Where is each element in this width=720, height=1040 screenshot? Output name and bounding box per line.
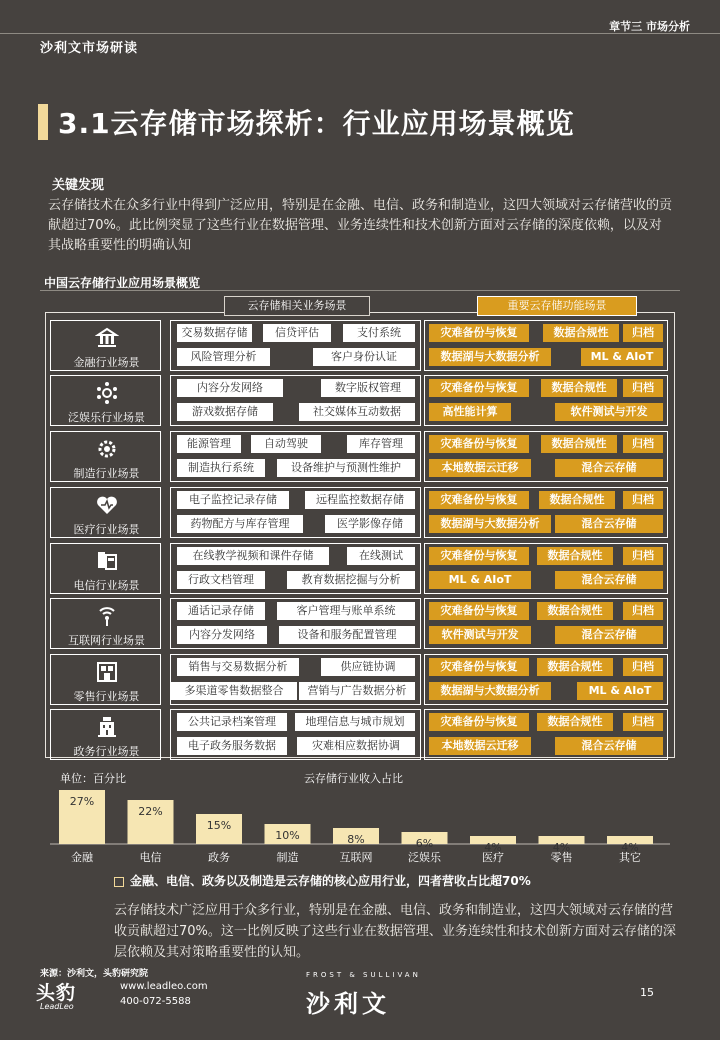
function-scenarios-cell (424, 375, 668, 426)
function-tag: 灾难备份与恢复 (429, 602, 529, 620)
function-scenarios-cell (424, 543, 668, 594)
function-tag: 软件测试与开发 (555, 403, 663, 421)
industry-cell (50, 320, 161, 371)
scenario-tag: 电子政务服务数据 (177, 737, 287, 755)
page-number: 15 (640, 986, 654, 999)
revenue-share-chart (40, 786, 680, 872)
scenario-tag: 在线测试 (347, 547, 415, 565)
category-label: 制造 (276, 851, 299, 864)
function-tag: 归档 (623, 379, 663, 397)
bar-value-label: 4% (621, 841, 639, 854)
phone-stack-icon (95, 549, 119, 573)
function-scenarios-cell (424, 487, 668, 538)
phone-number: 400-072-5588 (120, 996, 191, 1007)
function-scenarios-cell (424, 709, 668, 760)
scenario-tag: 内容分发网络 (177, 626, 267, 644)
scenario-tag: 药物配方与库存管理 (177, 515, 303, 533)
function-tag: 归档 (623, 435, 663, 453)
key-findings-title: 关键发现 (52, 178, 105, 193)
function-tag: 灾难备份与恢复 (429, 435, 529, 453)
gear-icon (95, 437, 119, 461)
scenario-tag: 营销与广告数据分析 (299, 682, 415, 700)
scenario-tag: 医学影像存储 (325, 515, 415, 533)
scenario-tag: 在线教学视频和课件存储 (177, 547, 329, 565)
store-icon (95, 660, 119, 684)
category-label: 零售 (550, 851, 573, 864)
category-label: 医疗 (482, 851, 504, 864)
function-tag: 数据合规性 (537, 658, 613, 676)
function-tag: 高性能计算 (429, 403, 511, 421)
scenario-tag: 通话记录存储 (177, 602, 265, 620)
page-title: 3.1云存储市场探析：行业应用场景概览 (58, 107, 575, 140)
industry-row (50, 543, 668, 594)
scenario-tag: 多渠道零售数据整合 (171, 682, 297, 700)
category-label: 互联网 (339, 851, 373, 864)
function-tag: 混合云存储 (555, 626, 663, 644)
scenario-tag: 远程监控数据存储 (305, 491, 415, 509)
function-scenarios-cell (424, 598, 668, 649)
website-link[interactable]: www.leadleo.com (120, 981, 208, 992)
sullivan-logo: 沙利文 (306, 990, 390, 1018)
industry-label: 制造行业场景 (73, 467, 140, 480)
scenario-tag: 自动驾驶 (251, 435, 321, 453)
conclusion-bullet (114, 872, 531, 889)
key-findings-text: 云存储技术在众多行业中得到广泛应用，特别是在金融、电信、政务和制造业，这四大领域对云存储营收的贡献超过70%。此比例突显了这些行业在数据管理、业务连续性和技术创新方面对云存储的深度依赖，以及对其战略重要性的明确认知 (48, 198, 673, 253)
function-tag: 归档 (623, 324, 663, 342)
scenario-tag: 教育数据挖掘与分析 (287, 571, 415, 589)
scenario-tag: 风险管理分析 (177, 348, 270, 366)
scenario-tag: 供应链协调 (321, 658, 415, 676)
function-tag: 灾难备份与恢复 (429, 491, 529, 509)
bar-value-label: 4% (552, 841, 571, 854)
bar-value-label: 22% (138, 805, 163, 818)
scenario-tag: 支付系统 (343, 324, 415, 342)
scenario-tag: 公共记录档案管理 (177, 713, 287, 731)
industry-cell (50, 431, 161, 482)
industry-row (50, 598, 668, 649)
category-label: 政务 (208, 851, 230, 864)
function-tag: 混合云存储 (555, 737, 663, 755)
category-label: 泛娱乐 (408, 851, 441, 864)
industry-label: 泛娱乐行业场景 (68, 411, 145, 424)
category-label: 电信 (139, 851, 162, 864)
function-tag: 软件测试与开发 (429, 626, 531, 644)
scenario-tag: 交易数据存储 (177, 324, 252, 342)
industry-row (50, 654, 668, 705)
scenario-tag: 社交媒体互动数据 (299, 403, 415, 421)
header-chapter: 章节三 市场分析 (609, 20, 690, 33)
heart-pulse-icon (95, 493, 119, 517)
industry-cell (50, 709, 161, 760)
scenario-tag: 灾难相应数据协调 (297, 737, 415, 755)
frost-sullivan-mark: FROST & SULLIVAN (306, 971, 421, 979)
function-tag: 数据湖与大数据分析 (429, 515, 551, 533)
function-tag: 数据合规性 (541, 435, 617, 453)
business-scenarios-cell (170, 654, 421, 705)
function-tag: ML & AIoT (581, 348, 663, 366)
scenario-tag: 行政文档管理 (177, 571, 265, 589)
scenario-tag: 地理信息与城市规划 (295, 713, 415, 731)
business-scenarios-cell (170, 375, 421, 426)
function-scenarios-cell (424, 654, 668, 705)
scenario-tag: 能源管理 (177, 435, 241, 453)
building-icon (95, 715, 119, 739)
scenario-tag: 电子监控记录存储 (177, 491, 289, 509)
bar-value-label: 15% (206, 819, 232, 832)
function-scenarios-cell (424, 320, 668, 371)
chart-unit: 单位：百分比 (60, 772, 126, 785)
function-tag: 数据湖与大数据分析 (429, 682, 551, 700)
scenario-tag: 销售与交易数据分析 (177, 658, 299, 676)
industry-cell (50, 375, 161, 426)
checkbox-bullet-icon (114, 877, 124, 887)
function-tag: 数据合规性 (539, 491, 615, 509)
function-tag: 数据合规性 (537, 602, 613, 620)
business-scenarios-cell (170, 320, 421, 371)
function-tag: 混合云存储 (555, 515, 663, 533)
scenario-tag: 内容分发网络 (177, 379, 283, 397)
leadleo-logo-text: 头豹 (36, 982, 77, 1004)
industry-cell (50, 654, 161, 705)
function-tag: 数据合规性 (537, 713, 613, 731)
scenario-tag: 设备维护与预测性维护 (277, 459, 415, 477)
function-tag: 本地数据云迁移 (429, 737, 531, 755)
function-tag: 数据合规性 (541, 379, 617, 397)
leadleo-logo (36, 978, 76, 1005)
scenario-tag: 设备和服务配置管理 (279, 626, 415, 644)
bar-value-label: 6% (415, 837, 434, 850)
function-tag: 本地数据云迁移 (429, 459, 531, 477)
function-tag: 混合云存储 (555, 459, 663, 477)
function-tag: 灾难备份与恢复 (429, 713, 529, 731)
business-scenarios-cell (170, 487, 421, 538)
industry-cell (50, 598, 161, 649)
overview-divider (40, 290, 680, 291)
network-icon (95, 381, 119, 405)
bar-value-label: 10% (275, 829, 300, 842)
category-label: 金融 (71, 851, 93, 864)
function-tag: 灾难备份与恢复 (429, 379, 529, 397)
business-scenarios-cell (170, 431, 421, 482)
conclusion-text: 云存储技术广泛应用于众多行业，特别是在金融、电信、政务和制造业，这四大领域对云存储的营收贡献超过70%。这一比例反映了这些行业在数据管理、业务连续性和技术创新方面对云存储的深层依赖及其对策略重要性的认知。 (114, 903, 676, 960)
leadleo-logo-sub: LeadLeo (40, 1002, 74, 1011)
function-tag: 归档 (623, 658, 663, 676)
function-tag: 数据合规性 (537, 547, 613, 565)
scenario-tag: 信贷评估 (263, 324, 331, 342)
industry-label: 政务行业场景 (73, 745, 140, 758)
business-scenarios-cell (170, 709, 421, 760)
industry-cell (50, 487, 161, 538)
function-tag: 数据湖与大数据分析 (429, 348, 551, 366)
business-scenarios-cell (170, 543, 421, 594)
function-tag: 归档 (623, 713, 663, 731)
bar-value-label: 4% (484, 841, 502, 854)
industry-label: 金融行业场景 (73, 356, 140, 369)
industry-label: 零售行业场景 (73, 690, 140, 703)
scenario-tag: 客户管理与账单系统 (277, 602, 415, 620)
function-tag: ML & AIoT (429, 571, 531, 589)
industry-row (50, 709, 668, 760)
function-tag: 归档 (623, 547, 663, 565)
function-tag: 灾难备份与恢复 (429, 324, 529, 342)
scenario-tag: 库存管理 (347, 435, 415, 453)
industry-row (50, 487, 668, 538)
function-tag: 灾难备份与恢复 (429, 547, 529, 565)
function-tag: ML & AIoT (577, 682, 663, 700)
scenario-tag: 客户身份认证 (313, 348, 415, 366)
scenario-tag: 数字版权管理 (321, 379, 415, 397)
chart-title: 云存储行业收入占比 (304, 772, 403, 785)
industry-label: 医疗行业场景 (73, 523, 140, 536)
category-label: 其它 (619, 851, 641, 864)
bar-value-label: 8% (347, 833, 365, 846)
signal-icon (95, 604, 119, 628)
scenario-tag: 制造执行系统 (177, 459, 265, 477)
function-tag: 混合云存储 (555, 571, 663, 589)
function-tag: 数据合规性 (543, 324, 619, 342)
industry-label: 电信行业场景 (73, 579, 140, 592)
function-tag: 归档 (623, 602, 663, 620)
industry-row (50, 375, 668, 426)
conclusion-bullet-text: 金融、电信、政务以及制造是云存储的核心应用行业，四者营收占比超70% (130, 874, 531, 888)
industry-label: 互联网行业场景 (68, 634, 145, 647)
bar-value-label: 27% (69, 795, 95, 808)
industry-row (50, 320, 668, 371)
function-tag: 归档 (623, 491, 663, 509)
scenario-tag: 游戏数据存储 (177, 403, 273, 421)
function-scenarios-header: 重要云存储功能场景 (477, 296, 637, 316)
header-publication: 沙利文市场研读 (40, 41, 139, 56)
function-tag: 灾难备份与恢复 (429, 658, 529, 676)
industry-cell (50, 543, 161, 594)
business-scenarios-cell (170, 598, 421, 649)
function-scenarios-cell (424, 431, 668, 482)
industry-row (50, 431, 668, 482)
business-scenarios-header: 云存储相关业务场景 (224, 296, 370, 316)
source-note: 来源：沙利文，头豹研究院 (40, 969, 149, 979)
overview-title: 中国云存储行业应用场景概览 (44, 276, 201, 290)
title-accent-bar (38, 104, 48, 140)
bank-icon (95, 326, 119, 350)
